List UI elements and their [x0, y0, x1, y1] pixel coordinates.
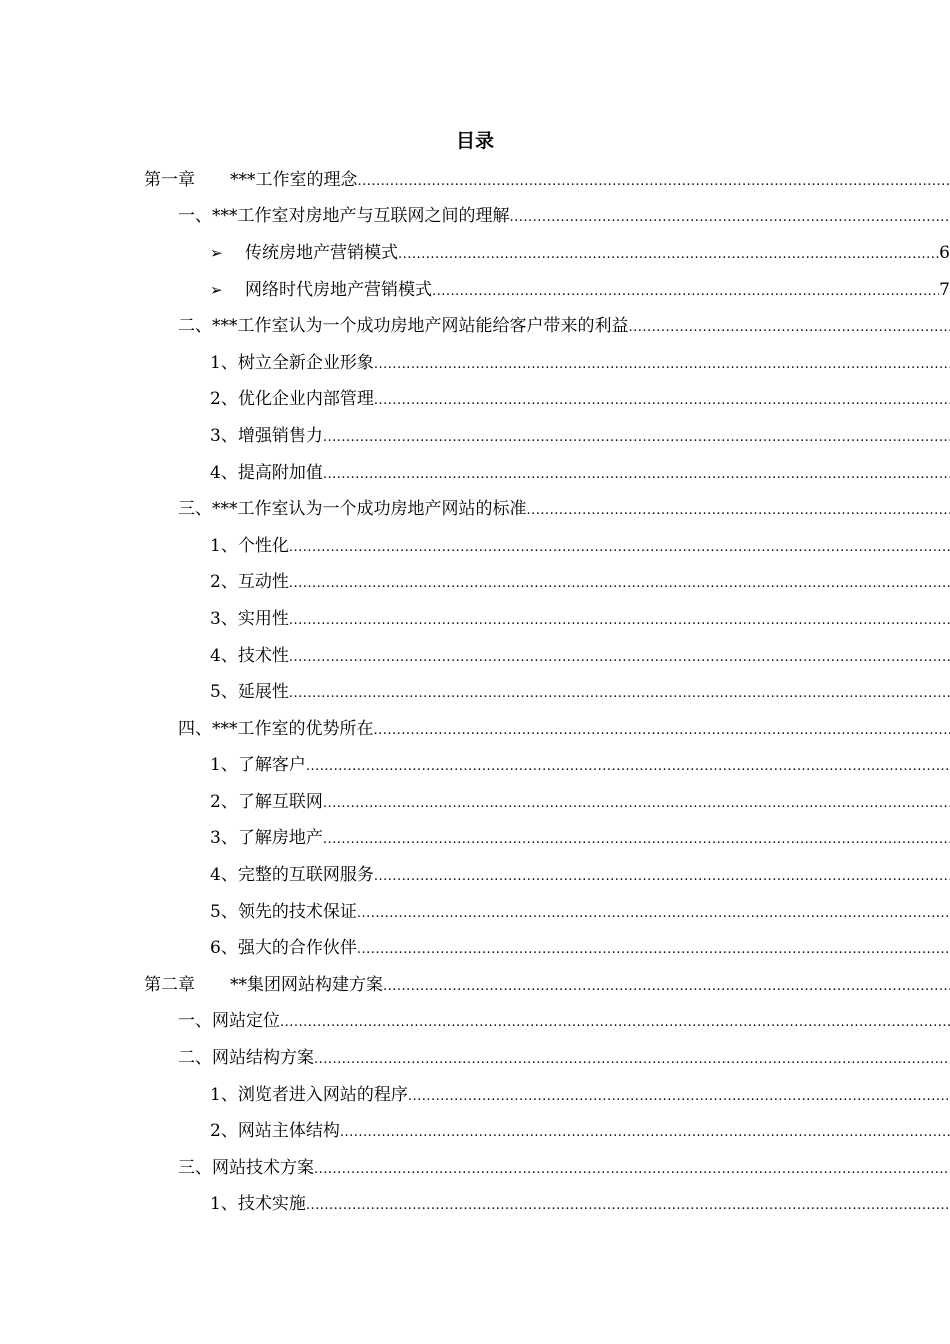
dot-leader [323, 467, 950, 482]
toc-entry-line [210, 348, 950, 373]
toc-entry-line [210, 458, 950, 483]
toc-entry-line [178, 1006, 950, 1031]
dot-leader [289, 576, 950, 591]
toc-entry-text: 传统房地产营销模式 [245, 242, 398, 263]
dot-leader [289, 613, 950, 628]
toc-entry-item[interactable] [0, 1110, 950, 1147]
toc-entry-text: 四、***工作室的优势所在 [178, 718, 374, 739]
toc-entry-item[interactable] [0, 927, 950, 964]
toc-entry-line [210, 604, 950, 629]
dot-leader [374, 357, 950, 372]
toc-entry-line [210, 384, 950, 409]
toc-entry-section[interactable] [0, 305, 950, 342]
dot-leader [314, 1162, 950, 1177]
dot-leader [289, 686, 950, 701]
toc-entry-text: 4、完整的互联网服务 [210, 865, 374, 886]
arrow-bullet-icon: ➢ [210, 280, 223, 299]
toc-entry-item[interactable] [0, 818, 950, 855]
dot-leader [374, 869, 950, 884]
toc-title: 目录 [455, 130, 494, 152]
toc-entry-text: 2、了解互联网 [210, 791, 323, 812]
dot-leader [510, 210, 950, 225]
dot-leader [314, 1052, 950, 1067]
dot-leader [289, 650, 950, 665]
toc-entry-line [210, 860, 950, 885]
toc-entry-line [210, 1080, 950, 1105]
toc-entry-text: 三、***工作室认为一个成功房地产网站的标准 [178, 499, 527, 520]
toc-entry-chapter[interactable] [0, 159, 950, 196]
toc-entry-line [210, 531, 950, 556]
toc-entry-text: 三、网站技术方案 [178, 1157, 314, 1178]
toc-entry-text: 二、***工作室认为一个成功房地产网站能给客户带来的利益 [178, 316, 629, 337]
toc-entry-line [210, 750, 950, 775]
toc-entry-text: 二、网站结构方案 [178, 1048, 314, 1069]
toc-entry-item[interactable] [0, 379, 950, 416]
table-of-contents [0, 159, 950, 1220]
toc-entry-text: 网络时代房地产营销模式 [245, 279, 432, 300]
toc-entry-text: 3、实用性 [210, 608, 289, 629]
toc-entry-text: 1、个性化 [210, 535, 289, 556]
toc-entry-line [144, 970, 950, 995]
toc-entry-item[interactable] [0, 1184, 950, 1221]
toc-entry-item[interactable] [0, 781, 950, 818]
toc-entry-text: 2、网站主体结构 [210, 1121, 340, 1142]
toc-entry-line [178, 201, 950, 226]
toc-entry-item[interactable] [0, 671, 950, 708]
toc-entry-bullet[interactable] [0, 232, 950, 269]
toc-entry-item[interactable] [0, 525, 950, 562]
toc-entry-line [178, 311, 950, 336]
toc-entry-text: 4、提高附加值 [210, 462, 323, 483]
toc-entry-line [210, 787, 950, 812]
toc-entry-item[interactable] [0, 745, 950, 782]
toc-entry-chapter[interactable] [0, 964, 950, 1001]
toc-entry-line [210, 897, 950, 922]
toc-entry-line [210, 275, 950, 300]
toc-entry-section[interactable] [0, 1001, 950, 1038]
dot-leader [629, 320, 950, 335]
dot-leader [527, 503, 950, 518]
toc-entry-section[interactable] [0, 1037, 950, 1074]
dot-leader [357, 906, 950, 921]
toc-entry-text: 2、优化企业内部管理 [210, 389, 374, 410]
toc-entry-line [210, 677, 950, 702]
dot-leader [323, 796, 950, 811]
arrow-bullet-icon: ➢ [210, 243, 223, 262]
dot-leader [280, 1015, 950, 1030]
toc-entry-line [178, 1153, 950, 1178]
toc-entry-text: 4、技术性 [210, 645, 289, 666]
toc-entry-line [178, 1043, 950, 1068]
toc-entry-text: 2、互动性 [210, 572, 289, 593]
toc-entry-section[interactable] [0, 708, 950, 745]
dot-leader [306, 1198, 950, 1213]
toc-entry-item[interactable] [0, 342, 950, 379]
dot-leader [306, 759, 950, 774]
toc-entry-section[interactable] [0, 1147, 950, 1184]
toc-entry-text: ***工作室的理念 [230, 169, 358, 190]
toc-entry-text: 3、了解房地产 [210, 828, 323, 849]
toc-entry-line [210, 421, 950, 446]
toc-entry-line [210, 641, 950, 666]
toc-entry-item[interactable] [0, 598, 950, 635]
toc-entry-item[interactable] [0, 562, 950, 599]
toc-entry-line [178, 714, 950, 739]
toc-entry-text: 1、树立全新企业形象 [210, 352, 374, 373]
toc-entry-line [210, 933, 950, 958]
toc-entry-line [210, 1189, 950, 1214]
toc-entry-line [210, 567, 950, 592]
toc-entry-text: 一、***工作室对房地产与互联网之间的理解 [178, 206, 510, 227]
toc-entry-line [210, 1116, 950, 1141]
dot-leader [374, 393, 950, 408]
dot-leader [432, 284, 939, 299]
toc-entry-text: 5、延展性 [210, 682, 289, 703]
toc-entry-text: 6、强大的合作伙伴 [210, 938, 357, 959]
toc-entry-item[interactable] [0, 635, 950, 672]
toc-entry-text: 1、技术实施 [210, 1194, 306, 1215]
dot-leader [323, 430, 950, 445]
toc-page-number: 6 [939, 242, 950, 263]
toc-entry-item[interactable] [0, 415, 950, 452]
toc-entry-line [144, 165, 950, 190]
toc-entry-line [210, 238, 950, 263]
toc-entry-text: 5、领先的技术保证 [210, 901, 357, 922]
dot-leader [323, 832, 950, 847]
toc-entry-bullet[interactable] [0, 269, 950, 306]
toc-entry-text: **集团网站构建方案 [230, 974, 383, 995]
dot-leader [408, 1089, 950, 1104]
chapter-number: 第一章 [144, 169, 195, 190]
dot-leader [340, 1125, 950, 1140]
dot-leader [383, 979, 950, 994]
dot-leader [289, 540, 950, 555]
chapter-number: 第二章 [144, 974, 195, 995]
toc-entry-item[interactable] [0, 854, 950, 891]
toc-entry-line [178, 494, 950, 519]
dot-leader [357, 942, 950, 957]
toc-entry-item[interactable] [0, 891, 950, 928]
toc-entry-item[interactable] [0, 452, 950, 489]
dot-leader [398, 247, 939, 262]
toc-page-number: 7 [939, 279, 950, 300]
toc-entry-section[interactable] [0, 488, 950, 525]
toc-entry-line [210, 823, 950, 848]
toc-entry-text: 1、了解客户 [210, 755, 306, 776]
toc-entry-item[interactable] [0, 1074, 950, 1111]
toc-entry-section[interactable] [0, 196, 950, 233]
dot-leader [358, 174, 950, 189]
toc-entry-text: 一、网站定位 [178, 1011, 280, 1032]
dot-leader [374, 723, 950, 738]
toc-entry-text: 1、浏览者进入网站的程序 [210, 1084, 408, 1105]
toc-entry-text: 3、增强销售力 [210, 425, 323, 446]
